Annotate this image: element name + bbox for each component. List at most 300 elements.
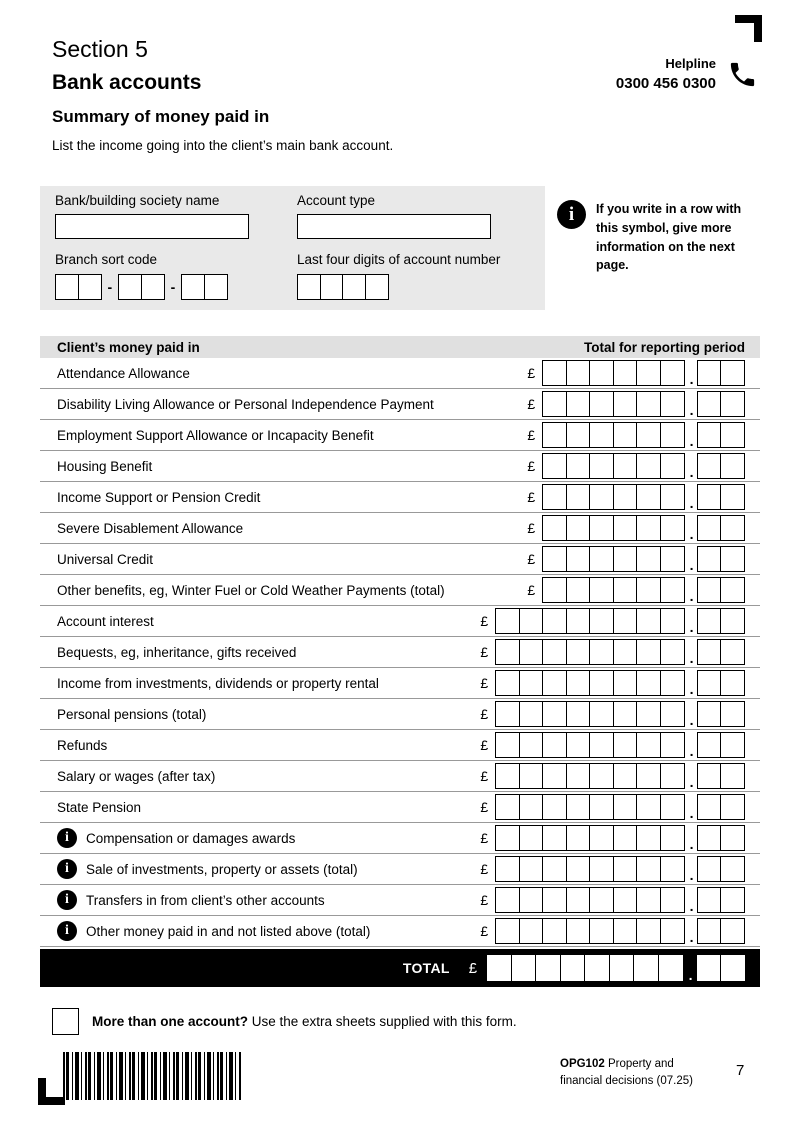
amount-field [480, 763, 745, 789]
amount-digit-box[interactable] [636, 546, 661, 572]
pound-sign: £ [480, 644, 489, 660]
decimal-point: . [689, 650, 694, 666]
form-desc-line2: financial decisions (07.25) [560, 1074, 693, 1087]
pence-digit-box[interactable] [720, 701, 745, 727]
amount-digit-box[interactable] [589, 856, 614, 882]
sort-code-box[interactable] [204, 274, 228, 300]
amount-digit-box[interactable] [613, 763, 638, 789]
amount-digit-box[interactable] [566, 453, 591, 479]
sort-code-box[interactable] [55, 274, 79, 300]
pound-sign: £ [480, 830, 489, 846]
corner-mark-bottom-left [38, 1078, 65, 1105]
amount-digit-box[interactable] [566, 918, 591, 944]
amount-digit-box[interactable] [519, 608, 544, 634]
amount-digit-box[interactable] [613, 794, 638, 820]
amount-field [480, 639, 745, 665]
amount-digit-box[interactable] [660, 639, 685, 665]
amount-digit-box[interactable] [589, 360, 614, 386]
amount-digit-box[interactable] [519, 856, 544, 882]
amount-digit-box[interactable] [636, 453, 661, 479]
amount-field [480, 608, 745, 634]
amount-field [527, 453, 745, 479]
row-label: Universal Credit [57, 551, 154, 567]
row-label: Other money paid in and not listed above (total) [86, 923, 371, 939]
amount-digit-box[interactable] [613, 701, 638, 727]
amount-digit-box[interactable] [495, 639, 520, 665]
amount-digit-box[interactable] [613, 887, 638, 913]
amount-digit-box[interactable] [660, 887, 685, 913]
pence-digit-box[interactable] [720, 887, 745, 913]
pound-sign: £ [527, 489, 536, 505]
last-four-digits-label: Last four digits of account number [297, 252, 501, 267]
account-details-box [40, 186, 545, 310]
pence-digit-box[interactable] [697, 732, 722, 758]
amount-digit-box[interactable] [636, 515, 661, 541]
more-accounts-instruction: Use the extra sheets supplied with this form. [248, 1014, 517, 1029]
amount-digit-box[interactable] [660, 856, 685, 882]
sort-code-box[interactable] [78, 274, 102, 300]
row-label: Sale of investments, property or assets (total) [86, 861, 358, 877]
amount-digit-box[interactable] [589, 515, 614, 541]
decimal-point: . [689, 619, 694, 635]
pound-sign: £ [480, 799, 489, 815]
amount-digit-box[interactable] [636, 422, 661, 448]
amount-digit-box[interactable] [613, 577, 638, 603]
pence-digit-box[interactable] [720, 546, 745, 572]
row-label: Compensation or damages awards [86, 830, 296, 846]
decimal-point: . [689, 464, 694, 480]
amount-digit-box[interactable] [660, 546, 685, 572]
pence-digit-box[interactable] [697, 701, 722, 727]
amount-digit-box[interactable] [542, 825, 567, 851]
pound-sign: £ [480, 706, 489, 722]
amount-digit-box[interactable] [636, 701, 661, 727]
amount-digit-box[interactable] [519, 763, 544, 789]
amount-digit-box[interactable] [542, 732, 567, 758]
amount-digit-box[interactable] [566, 422, 591, 448]
pence-digit-box[interactable] [720, 856, 745, 882]
amount-digit-box[interactable] [566, 763, 591, 789]
total-digit-box[interactable] [658, 954, 684, 982]
row-label: Severe Disablement Allowance [57, 520, 244, 536]
amount-digit-box[interactable] [495, 608, 520, 634]
amount-digit-box[interactable] [613, 422, 638, 448]
pound-sign: £ [527, 458, 536, 474]
pence-digit-box[interactable] [697, 856, 722, 882]
amount-digit-box[interactable] [660, 670, 685, 696]
amount-digit-box[interactable] [589, 546, 614, 572]
amount-digit-box[interactable] [589, 887, 614, 913]
amount-digit-box[interactable] [589, 639, 614, 665]
amount-digit-box[interactable] [542, 546, 567, 572]
amount-field [527, 391, 745, 417]
amount-digit-box[interactable] [495, 670, 520, 696]
decimal-point: . [689, 557, 694, 573]
pence-digit-box[interactable] [697, 360, 722, 386]
decimal-point: . [689, 805, 694, 821]
pence-digit-box[interactable] [720, 515, 745, 541]
total-pence-box[interactable] [696, 954, 722, 982]
page-number: 7 [736, 1062, 745, 1079]
sort-code-input [55, 274, 228, 300]
total-digit-box[interactable] [609, 954, 635, 982]
amount-digit-box[interactable] [589, 577, 614, 603]
money-row [40, 730, 760, 761]
amount-digit-box[interactable] [566, 546, 591, 572]
pound-sign: £ [527, 396, 536, 412]
amount-digit-box[interactable] [542, 701, 567, 727]
pence-digit-box[interactable] [720, 763, 745, 789]
pence-digit-box[interactable] [720, 825, 745, 851]
pence-digit-box[interactable] [720, 360, 745, 386]
pound-sign: £ [468, 959, 478, 977]
total-digit-box[interactable] [511, 954, 537, 982]
decimal-point: . [689, 774, 694, 790]
pence-digit-box[interactable] [697, 670, 722, 696]
pence-digit-box[interactable] [720, 608, 745, 634]
amount-digit-box[interactable] [542, 639, 567, 665]
pence-digit-box[interactable] [697, 608, 722, 634]
sort-code-box[interactable] [118, 274, 142, 300]
pound-sign: £ [480, 613, 489, 629]
amount-digit-box[interactable] [542, 856, 567, 882]
pence-digit-box[interactable] [697, 887, 722, 913]
decimal-point: . [689, 929, 694, 945]
amount-digit-box[interactable] [636, 608, 661, 634]
pence-digit-box[interactable] [697, 391, 722, 417]
pound-sign: £ [527, 365, 536, 381]
decimal-point: . [688, 967, 693, 983]
amount-digit-box[interactable] [613, 391, 638, 417]
amount-field [527, 422, 745, 448]
amount-digit-box[interactable] [566, 608, 591, 634]
money-row [40, 358, 760, 389]
amount-digit-box[interactable] [566, 484, 591, 510]
amount-digit-box[interactable] [636, 825, 661, 851]
amount-digit-box[interactable] [542, 794, 567, 820]
amount-digit-box[interactable] [519, 639, 544, 665]
pound-sign: £ [480, 768, 489, 784]
row-label: Other benefits, eg, Winter Fuel or Cold Weather Payments (total) [57, 582, 445, 598]
amount-digit-box[interactable] [636, 670, 661, 696]
amount-digit-box[interactable] [542, 422, 567, 448]
pence-digit-box[interactable] [697, 577, 722, 603]
amount-digit-box[interactable] [589, 422, 614, 448]
amount-digit-box[interactable] [542, 887, 567, 913]
form-desc-line1: Property and [604, 1058, 674, 1070]
amount-digit-box[interactable] [519, 825, 544, 851]
bank-name-input[interactable] [55, 214, 249, 239]
amount-digit-box[interactable] [519, 701, 544, 727]
amount-digit-box[interactable] [589, 484, 614, 510]
decimal-point: . [689, 402, 694, 418]
amount-digit-box[interactable] [660, 391, 685, 417]
money-row [40, 854, 760, 885]
amount-digit-box[interactable] [660, 515, 685, 541]
info-icon: i [557, 200, 586, 229]
amount-digit-box[interactable] [613, 825, 638, 851]
helpline-label: Helpline [665, 56, 716, 71]
amount-digit-box[interactable] [636, 763, 661, 789]
sort-code-separator: - [170, 279, 176, 295]
account-digit-box[interactable] [320, 274, 344, 300]
amount-digit-box[interactable] [636, 887, 661, 913]
amount-digit-box[interactable] [519, 918, 544, 944]
amount-digit-box[interactable] [660, 484, 685, 510]
pence-digit-box[interactable] [720, 422, 745, 448]
amount-digit-box[interactable] [589, 453, 614, 479]
last-four-digits-input [297, 274, 389, 300]
amount-digit-box[interactable] [542, 360, 567, 386]
amount-digit-box[interactable] [542, 577, 567, 603]
pound-sign: £ [480, 892, 489, 908]
total-pence-box[interactable] [720, 954, 746, 982]
info-icon: i [57, 921, 77, 941]
amount-digit-box[interactable] [613, 670, 638, 696]
row-label: Income Support or Pension Credit [57, 489, 261, 505]
info-note-text: If you write in a row with this symbol, give more information on the next page. [596, 202, 742, 273]
money-row [40, 823, 760, 854]
pound-sign: £ [480, 675, 489, 691]
amount-digit-box[interactable] [636, 577, 661, 603]
amount-digit-box[interactable] [519, 670, 544, 696]
amount-digit-box[interactable] [636, 639, 661, 665]
amount-digit-box[interactable] [542, 918, 567, 944]
helpline-block [616, 56, 758, 92]
amount-digit-box[interactable] [542, 453, 567, 479]
decimal-point: . [689, 712, 694, 728]
amount-digit-box[interactable] [589, 763, 614, 789]
pence-digit-box[interactable] [697, 794, 722, 820]
pence-digit-box[interactable] [720, 732, 745, 758]
amount-digit-box[interactable] [636, 794, 661, 820]
money-row [40, 544, 760, 575]
amount-digit-box[interactable] [589, 918, 614, 944]
sort-code-separator: - [107, 279, 113, 295]
pence-digit-box[interactable] [720, 794, 745, 820]
pence-digit-box[interactable] [697, 484, 722, 510]
amount-digit-box[interactable] [660, 825, 685, 851]
money-row [40, 792, 760, 823]
total-digit-box[interactable] [535, 954, 561, 982]
amount-field [480, 825, 745, 851]
row-label: Salary or wages (after tax) [57, 768, 216, 784]
pence-digit-box[interactable] [697, 763, 722, 789]
amount-digit-box[interactable] [566, 577, 591, 603]
amount-digit-box[interactable] [660, 453, 685, 479]
pence-digit-box[interactable] [720, 670, 745, 696]
amount-digit-box[interactable] [660, 360, 685, 386]
amount-digit-box[interactable] [566, 360, 591, 386]
amount-digit-box[interactable] [589, 825, 614, 851]
amount-digit-box[interactable] [566, 391, 591, 417]
amount-digit-box[interactable] [613, 856, 638, 882]
total-amount-boxes [486, 954, 746, 982]
amount-digit-box[interactable] [566, 794, 591, 820]
pence-digit-box[interactable] [697, 422, 722, 448]
decimal-point: . [689, 588, 694, 604]
amount-digit-box[interactable] [542, 670, 567, 696]
amount-digit-box[interactable] [589, 670, 614, 696]
total-digit-box[interactable] [633, 954, 659, 982]
amount-digit-box[interactable] [542, 608, 567, 634]
decimal-point: . [689, 433, 694, 449]
amount-digit-box[interactable] [495, 856, 520, 882]
amount-field [527, 484, 745, 510]
amount-digit-box[interactable] [636, 918, 661, 944]
money-row [40, 606, 760, 637]
amount-digit-box[interactable] [566, 825, 591, 851]
money-row [40, 451, 760, 482]
money-row [40, 389, 760, 420]
account-digit-box[interactable] [365, 274, 389, 300]
amount-digit-box[interactable] [495, 794, 520, 820]
amount-digit-box[interactable] [542, 391, 567, 417]
money-row [40, 668, 760, 699]
amount-digit-box[interactable] [613, 360, 638, 386]
table-rows [40, 358, 760, 947]
amount-digit-box[interactable] [660, 732, 685, 758]
amount-digit-box[interactable] [613, 918, 638, 944]
money-row [40, 885, 760, 916]
account-type-label: Account type [297, 193, 376, 208]
amount-digit-box[interactable] [660, 918, 685, 944]
amount-digit-box[interactable] [589, 732, 614, 758]
money-row [40, 637, 760, 668]
amount-digit-box[interactable] [589, 794, 614, 820]
money-row [40, 699, 760, 730]
amount-digit-box[interactable] [495, 732, 520, 758]
pence-digit-box[interactable] [697, 918, 722, 944]
amount-digit-box[interactable] [613, 546, 638, 572]
helpline-number: 0300 456 0300 [615, 75, 716, 92]
amount-digit-box[interactable] [660, 701, 685, 727]
amount-digit-box[interactable] [589, 391, 614, 417]
amount-digit-box[interactable] [636, 360, 661, 386]
amount-digit-box[interactable] [660, 763, 685, 789]
amount-digit-box[interactable] [495, 825, 520, 851]
amount-digit-box[interactable] [636, 856, 661, 882]
pound-sign: £ [480, 737, 489, 753]
total-label: TOTAL [402, 960, 450, 976]
more-than-one-account-checkbox[interactable] [52, 1008, 79, 1035]
amount-digit-box[interactable] [636, 391, 661, 417]
sort-code-box[interactable] [181, 274, 205, 300]
pence-digit-box[interactable] [720, 484, 745, 510]
row-label: Attendance Allowance [57, 365, 190, 381]
row-label: Personal pensions (total) [57, 706, 207, 722]
pence-digit-box[interactable] [697, 453, 722, 479]
amount-digit-box[interactable] [542, 515, 567, 541]
amount-digit-box[interactable] [613, 484, 638, 510]
corner-mark-top-right [735, 15, 762, 42]
pence-digit-box[interactable] [697, 515, 722, 541]
amount-digit-box[interactable] [519, 887, 544, 913]
amount-digit-box[interactable] [613, 639, 638, 665]
table-header [40, 336, 760, 358]
amount-digit-box[interactable] [636, 732, 661, 758]
amount-field [527, 360, 745, 386]
page-subtitle: Summary of money paid in [52, 107, 270, 126]
pence-digit-box[interactable] [697, 825, 722, 851]
amount-digit-box[interactable] [636, 484, 661, 510]
amount-digit-box[interactable] [613, 515, 638, 541]
pence-digit-box[interactable] [720, 453, 745, 479]
amount-digit-box[interactable] [495, 763, 520, 789]
pound-sign: £ [527, 520, 536, 536]
pence-digit-box[interactable] [720, 918, 745, 944]
amount-digit-box[interactable] [660, 422, 685, 448]
decimal-point: . [689, 371, 694, 387]
row-label: Disability Living Allowance or Personal Independence Payment [57, 396, 434, 412]
row-label: Income from investments, dividends or property rental [57, 675, 379, 691]
amount-digit-box[interactable] [542, 763, 567, 789]
total-digit-box[interactable] [584, 954, 610, 982]
amount-digit-box[interactable] [566, 515, 591, 541]
pound-sign: £ [527, 582, 536, 598]
amount-digit-box[interactable] [566, 639, 591, 665]
decimal-point: . [689, 867, 694, 883]
amount-field [480, 887, 745, 913]
pence-digit-box[interactable] [720, 577, 745, 603]
form-reference [560, 1056, 693, 1089]
amount-digit-box[interactable] [613, 608, 638, 634]
pence-digit-box[interactable] [720, 391, 745, 417]
decimal-point: . [689, 898, 694, 914]
money-row [40, 761, 760, 792]
amount-digit-box[interactable] [566, 887, 591, 913]
row-label: Employment Support Allowance or Incapacity Benefit [57, 427, 374, 443]
bank-name-label: Bank/building society name [55, 193, 220, 208]
amount-digit-box[interactable] [660, 608, 685, 634]
amount-digit-box[interactable] [660, 794, 685, 820]
account-type-input[interactable] [297, 214, 491, 239]
form-code: OPG102 [560, 1058, 605, 1070]
amount-digit-box[interactable] [566, 856, 591, 882]
amount-field [527, 515, 745, 541]
amount-digit-box[interactable] [495, 701, 520, 727]
intro-text: List the income going into the client’s main bank account. [52, 138, 394, 153]
pound-sign: £ [480, 923, 489, 939]
amount-digit-box[interactable] [519, 794, 544, 820]
amount-digit-box[interactable] [613, 732, 638, 758]
amount-digit-box[interactable] [589, 608, 614, 634]
amount-digit-box[interactable] [613, 453, 638, 479]
amount-field [480, 670, 745, 696]
amount-digit-box[interactable] [495, 918, 520, 944]
amount-digit-box[interactable] [542, 484, 567, 510]
amount-field [527, 546, 745, 572]
more-accounts-question: More than one account? [92, 1014, 249, 1029]
amount-digit-box[interactable] [566, 701, 591, 727]
page-header [52, 36, 269, 127]
pence-digit-box[interactable] [697, 546, 722, 572]
total-digit-box[interactable] [560, 954, 586, 982]
amount-digit-box[interactable] [589, 701, 614, 727]
amount-digit-box[interactable] [660, 577, 685, 603]
sort-code-box[interactable] [141, 274, 165, 300]
total-digit-box[interactable] [486, 954, 512, 982]
money-row [40, 916, 760, 947]
account-digit-box[interactable] [297, 274, 321, 300]
pence-digit-box[interactable] [697, 639, 722, 665]
pence-digit-box[interactable] [720, 639, 745, 665]
amount-digit-box[interactable] [495, 887, 520, 913]
account-digit-box[interactable] [342, 274, 366, 300]
amount-digit-box[interactable] [519, 732, 544, 758]
amount-digit-box[interactable] [566, 732, 591, 758]
amount-digit-box[interactable] [566, 670, 591, 696]
